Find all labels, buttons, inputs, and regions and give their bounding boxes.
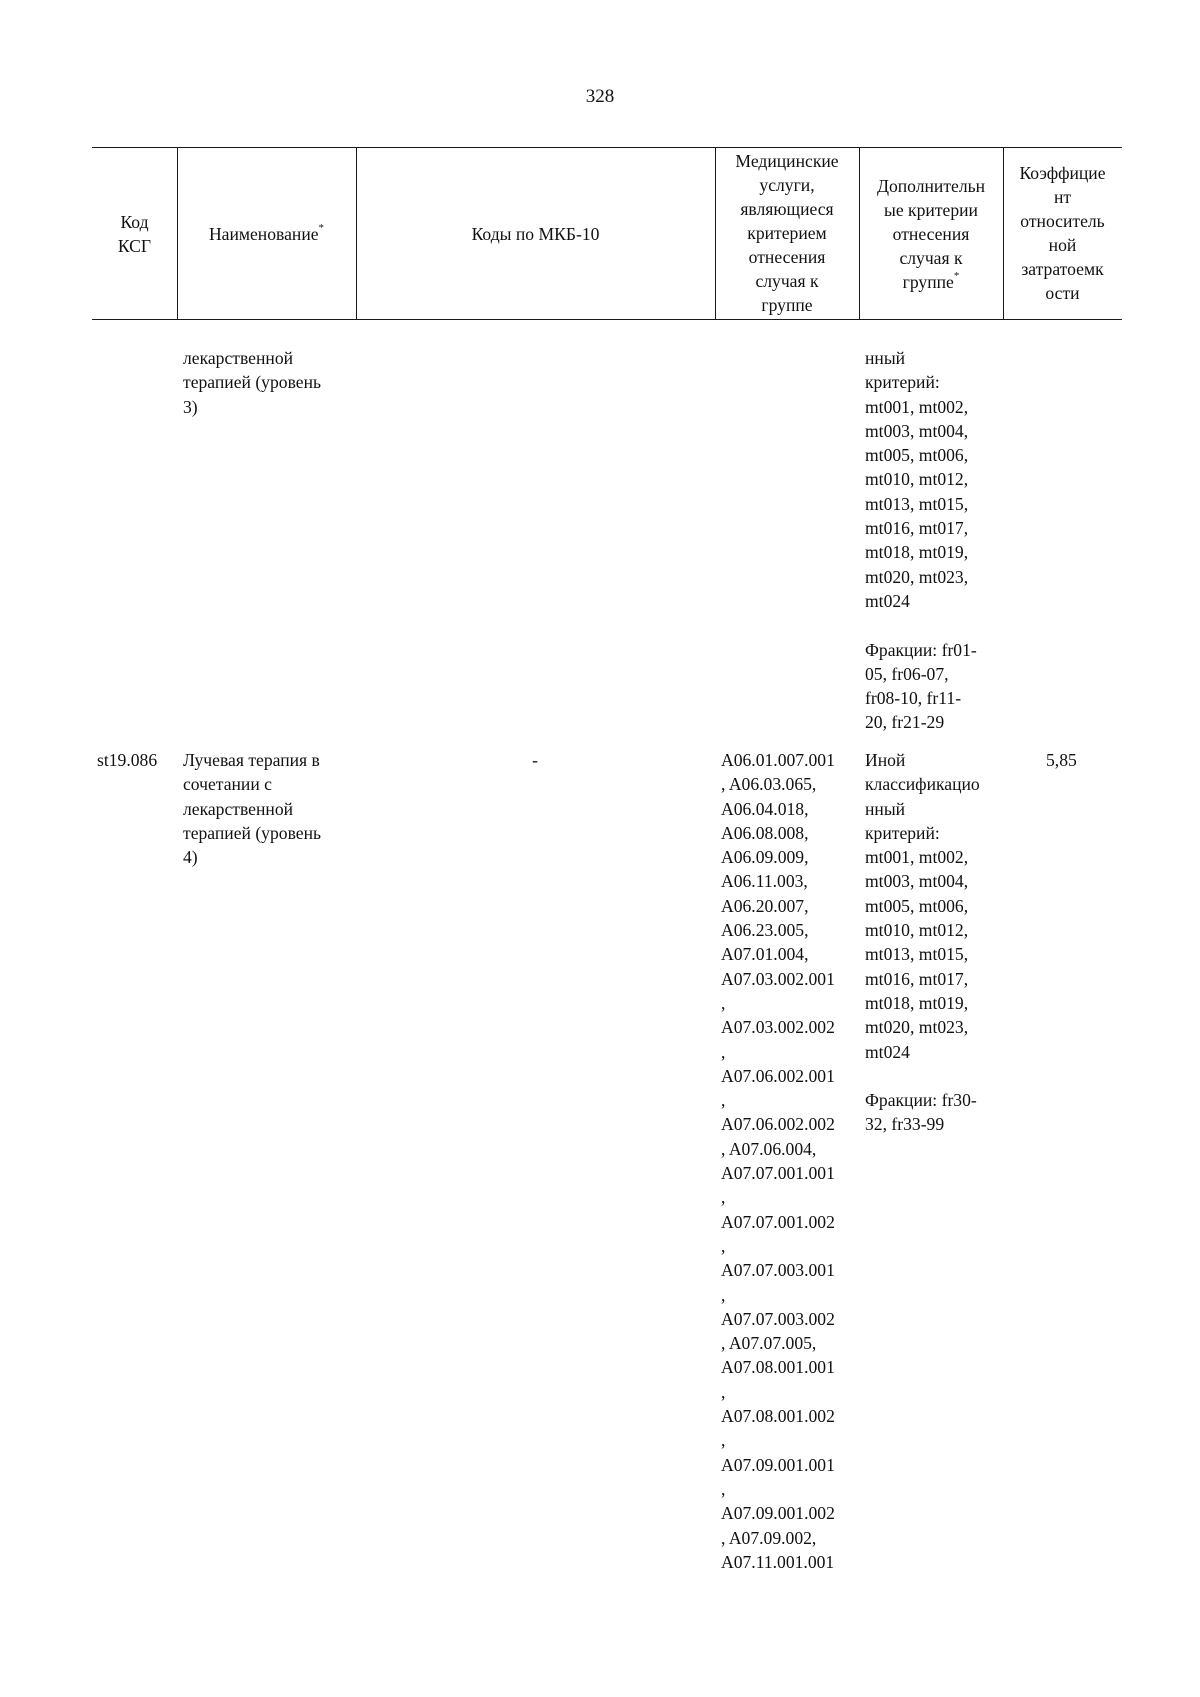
header-name-footnote-mark: * xyxy=(318,222,325,235)
row-code: st19.086 xyxy=(97,750,158,770)
header-additional-criteria-footnote-mark: * xyxy=(953,270,960,283)
row-icd-codes: - xyxy=(532,750,538,770)
page-number: 328 xyxy=(585,86,615,107)
header-medical-services: Медицинские услуги, являющиеся критерием отнесения случая к группе xyxy=(735,151,839,315)
table-top-border xyxy=(92,147,1122,148)
header-name-text: Наименование xyxy=(208,224,319,244)
header-additional-criteria-text: Дополнительн ые критерии отнесения случая к группе xyxy=(876,176,986,292)
continued-row-additional-criteria: нный критерий: mt001, mt002, mt003, mt004, mt005, mt006, mt010, mt012, mt013, mt015, mt016, mt017, mt018, mt019, mt020, mt023, mt024 Фракции: fr01- 05, fr06-07, fr08-10, fr11- 20, fr21-29 xyxy=(865,348,977,733)
row-medical-services: A06.01.007.001 , A06.03.065, A06.04.018, A06.08.008, A06.09.009, A06.11.003, A06.20.007, A06.23.005, A07.01.004, A07.03.002.001 , A07.03.002.002 , A07.06.002.001 , A07.06.002.002 , A07.06.004, A07.07.001.001 , A07.07.001.002 , A07.07.003.001 , A07.07.003.002 , A07.07.005, A07.08.001.001 , A07.08.001.002 , A07.09.001.001 , A07.09.001.002 , A07.09.002, A07.11.001.001 xyxy=(721,750,835,1572)
header-coefficient: Коэффицие нт относитель ной затратоемк ости xyxy=(1019,163,1106,303)
row-coefficient: 5,85 xyxy=(1046,750,1077,770)
row-name: Лучевая терапия в сочетании с лекарственной терапией (уровень 4) xyxy=(183,750,322,868)
header-name xyxy=(177,222,356,246)
header-additional-criteria xyxy=(859,174,1003,294)
row-additional-criteria: Иной классификацио нный критерий: mt001, mt002, mt003, mt004, mt005, mt006, mt010, mt012, mt013, mt015, mt016, mt017, mt018, mt019, mt020, mt023, mt024 Фракции: fr30- 32, fr33-99 xyxy=(865,750,980,1135)
header-code: Код КСГ xyxy=(117,212,152,256)
continued-row-name: лекарственной терапией (уровень 3) xyxy=(183,348,322,417)
header-icd-codes: Коды по МКБ-10 xyxy=(471,224,600,244)
table-header-bottom-border xyxy=(92,319,1122,320)
